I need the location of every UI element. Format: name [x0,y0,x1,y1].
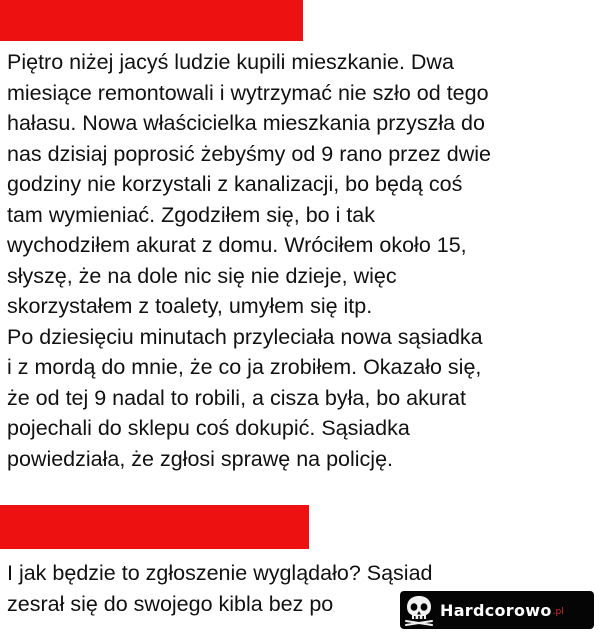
comment-line: I jak będzie to zgłoszenie wyglądało? Sąsiad [7,561,433,585]
story-line: i z mordą do mnie, że co ja zrobiłem. Okazało się, [7,355,482,379]
story-line: miesiące remontowali i wytrzymać nie szło od tego [7,80,489,105]
story-line: skorzystałem z toalety, umyłem się itp. [7,294,373,318]
story-line: tam wymieniać. Zgodziłem się, bo i tak [7,202,376,227]
comment-line: zesrał się do swojego kibla bez po [7,592,334,616]
story-line: nas dzisiaj poprosić żebyśmy od 9 rano przez dwie [7,141,491,166]
watermark-brand: Hardcorowo [440,600,552,620]
story-line: powiedziała, że zgłosi sprawę na policję. [7,446,394,471]
story-line: godziny nie korzystali z kanalizacji, bo będą coś [7,172,463,196]
skull-icon [404,594,434,626]
story-text [7,47,599,474]
story-line: słyszę, że na dole nic się nie dzieje, więc [7,263,397,288]
watermark-suffix: .pl [552,607,564,617]
story-line: hałasu. Nowa właścicielka mieszkania przyszła do [7,111,485,135]
story-line: Po dziesięciu minutach przyleciała nowa sąsiadka [7,324,483,349]
story-line: wychodziłem akurat z domu. Wróciłem około 15, [7,233,467,257]
story-line: pojechali do sklepu coś dokupić. Sąsiadka [7,416,410,440]
red-bar-top [0,0,303,41]
story-line: że od tej 9 nadal to robili, a cisza była, bo akurat [7,385,466,410]
watermark-logo [400,591,594,629]
story-line: Piętro niżej jacyś ludzie kupili mieszkanie. Dwa [7,50,454,74]
red-bar-middle [0,505,309,549]
